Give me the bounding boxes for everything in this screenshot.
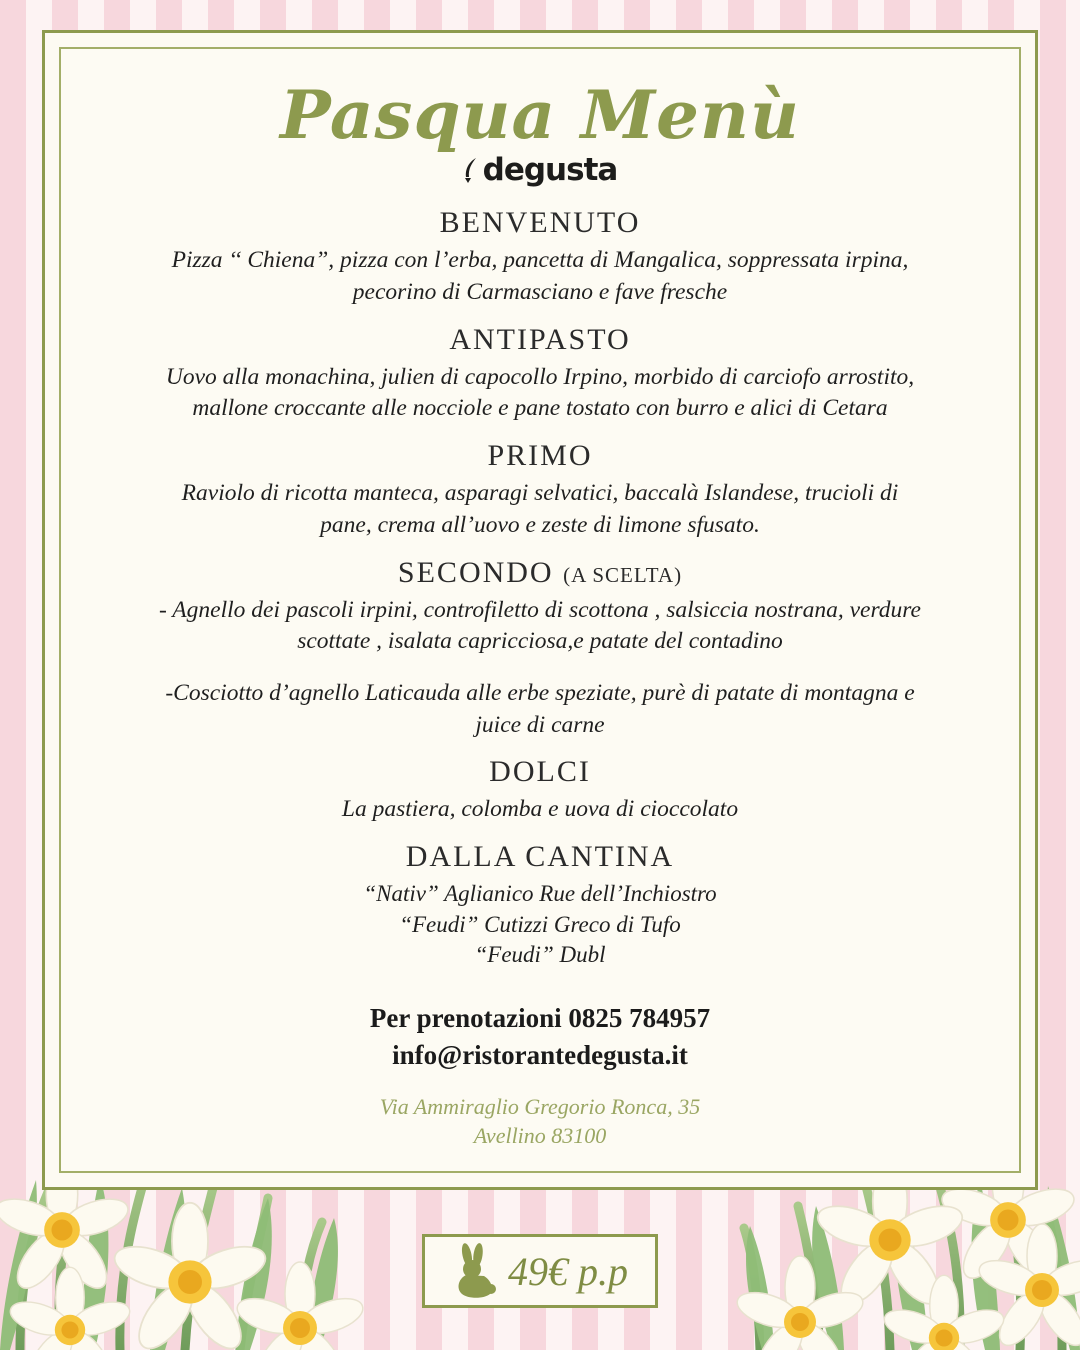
address-city: Avellino 83100 xyxy=(473,1122,607,1148)
price-value: 49€ p.p xyxy=(508,1248,628,1294)
reservation-email[interactable]: info@ristorantedegusta.it xyxy=(392,1039,688,1070)
menu-section-antipasto xyxy=(61,323,1019,425)
section-heading: DOLCI xyxy=(489,755,591,789)
section-line: -Cosciotto d’agnello Laticauda alle erbe speziate, purè di patate di montagna e juice di carne xyxy=(165,680,915,738)
wine-list xyxy=(113,879,967,970)
menu-frame-outer xyxy=(42,30,1038,1190)
wine-item: “Nativ” Aglianico Rue dell’Inchiostro xyxy=(363,881,717,907)
address-street: Via Ammiraglio Gregorio Ronca, 35 xyxy=(379,1094,701,1120)
contact-block xyxy=(61,1000,1019,1073)
section-heading: PRIMO xyxy=(487,439,593,473)
menu-section-secondo xyxy=(61,556,1019,742)
section-line: Raviolo di ricotta manteca, asparagi selvatici, baccalà Islandese, trucioli di pane, crema all’uovo e zeste di limone sfusato. xyxy=(181,480,899,538)
wine-item: “Feudi” Cutizzi Greco di Tufo xyxy=(399,911,681,937)
menu-section-dolci xyxy=(61,755,1019,826)
section-heading: DALLA CANTINA xyxy=(405,840,675,874)
address-block xyxy=(61,1093,1019,1150)
section-line: Uovo alla monachina, julien di capocollo Irpino, morbido di carciofo arrostito, mallone croccante alle nocciole e pane tostato con burro e alici di Cetara xyxy=(165,363,915,422)
section-heading-text: SECONDO xyxy=(397,555,554,589)
section-heading: BENVENUTO xyxy=(439,206,641,240)
bunny-icon xyxy=(452,1243,498,1299)
menu-frame-inner xyxy=(59,47,1021,1173)
price-badge xyxy=(422,1234,658,1308)
section-subheading-text: (A SCELTA) xyxy=(563,562,683,587)
menu-section-dalla-cantina xyxy=(61,840,1019,970)
section-line: - Agnello dei pascoli irpini, controfiletto di scottona , salsiccia nostrana, verdure scottate , isalata capricciosa,e patate del contadino xyxy=(159,596,921,655)
menu-section-benvenuto xyxy=(61,206,1019,308)
brand-logo xyxy=(61,152,1019,188)
section-heading: ANTIPASTO xyxy=(449,322,631,356)
menu-section-primo xyxy=(61,439,1019,541)
brand-name: degusta xyxy=(482,152,618,189)
reservation-phone[interactable]: Per prenotazioni 0825 784957 xyxy=(369,1003,711,1034)
menu-content xyxy=(61,49,1019,1150)
degusta-leaf-icon xyxy=(463,157,479,183)
section-line: La pastiera, colomba e uova di cioccolato xyxy=(341,796,739,823)
section-heading xyxy=(113,556,967,589)
page-title: Pasqua Menù xyxy=(280,76,800,154)
wine-item: “Feudi” Dubl xyxy=(474,941,606,967)
section-line: Pizza ‘‘ Chiena”, pizza con l’erba, pancetta di Mangalica, soppressata irpina, pecorino di Carmasciano e fave fresche xyxy=(171,247,909,306)
